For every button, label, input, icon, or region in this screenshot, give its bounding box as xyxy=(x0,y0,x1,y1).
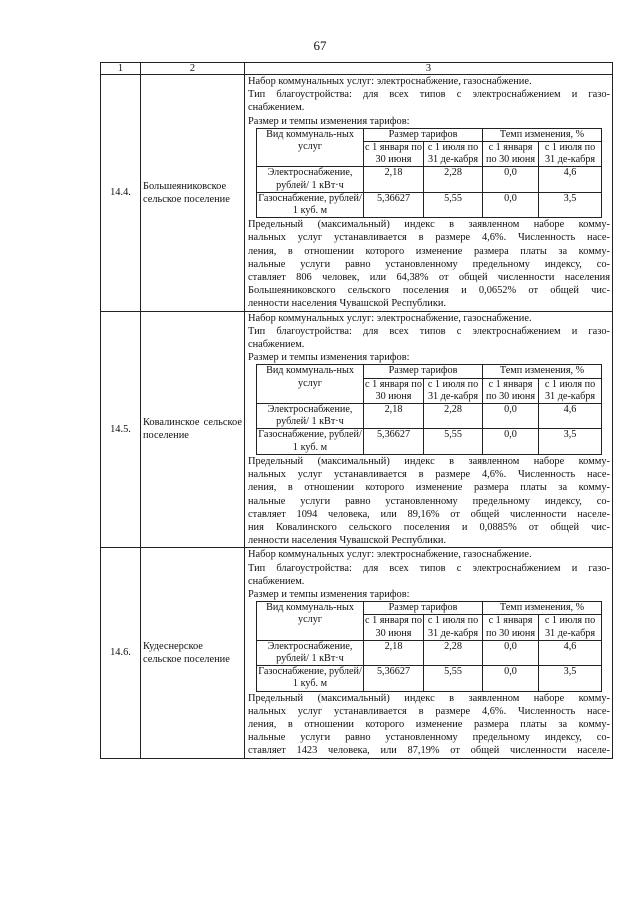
period-header: с 1 января по 30 июня xyxy=(365,615,422,639)
amenity-type-text: Тип благоустройства: для всех типов с электроснабжением и газо- xyxy=(248,325,610,337)
table-row xyxy=(101,75,613,312)
period-header: с 1 июля по 31 де-кабря xyxy=(424,142,483,167)
tariff-table xyxy=(256,128,602,218)
footer-text: нальные услуги равно установленному предельному индексу, со- xyxy=(248,732,610,744)
footer-text: Предельный (максимальный) индекс в заявленном наборе комму- xyxy=(248,219,610,231)
settlement-name: Ковалинское сельское поселение xyxy=(141,311,245,548)
column-number-1: 1 xyxy=(101,63,141,75)
footer-text: Предельный (максимальный) индекс в заявленном наборе комму- xyxy=(248,692,610,704)
tariff-size-header: Размер тарифов xyxy=(364,365,483,378)
footer-text: Большеяниковского сельского поселения и 0,0652% от общей чис- xyxy=(248,285,610,297)
settlement-name: Большеяниковское сельское поселение xyxy=(141,75,245,312)
tariff-heading: Размер и темпы изменения тарифов: xyxy=(248,588,410,600)
amenity-type-text-cont: снабжением. xyxy=(248,575,305,587)
column-number-row xyxy=(101,63,613,75)
tariff-heading: Размер и темпы изменения тарифов: xyxy=(248,115,410,127)
row-number: 14.6. xyxy=(101,548,141,758)
service-gas: Газоснабжение, рублей/ 1 куб. м xyxy=(258,429,362,453)
tariff-value: 2,18 xyxy=(364,640,424,665)
tariff-value: 5,36627 xyxy=(364,666,424,691)
rate-value: 4,6 xyxy=(539,167,602,192)
rate-value: 0,0 xyxy=(483,666,539,691)
main-table xyxy=(100,62,613,759)
footer-text: ления, в отношении которого изменение размера платы за комму- xyxy=(248,718,610,730)
service-type-header: Вид коммуналь-ных услуг xyxy=(257,128,364,167)
period-header: с 1 января по 30 июня xyxy=(365,378,422,402)
tariff-value: 2,28 xyxy=(424,640,483,665)
period-header: с 1 января по 30 июня xyxy=(483,615,539,640)
rate-value: 0,0 xyxy=(483,640,539,665)
footer-text: нальных услуг устанавливается в размере 4,6%. Численность насе- xyxy=(248,232,610,244)
tariff-value: 5,36627 xyxy=(364,192,424,217)
tariff-value: 2,28 xyxy=(424,167,483,192)
period-header: с 1 июля по 31 де-кабря xyxy=(539,142,602,167)
footer-text: ления, в отношении которого изменение размера платы за комму- xyxy=(248,482,610,494)
tariff-rate-header: Темп изменения, % xyxy=(483,128,602,141)
period-header: с 1 января по 30 июня xyxy=(483,378,539,403)
rate-value: 0,0 xyxy=(483,429,539,454)
tariff-rate-header: Темп изменения, % xyxy=(483,365,602,378)
amenity-type-text: Тип благоустройства: для всех типов с электроснабжением и газо- xyxy=(248,89,610,101)
rate-value: 3,5 xyxy=(539,429,602,454)
footer-text: ставляет 1094 человека, или 89,16% от общей численности населе- xyxy=(248,508,610,520)
footer-text: нальных услуг устанавливается в размере 4,6%. Численность насе- xyxy=(248,469,610,481)
footer-text: нальные услуги равно установленному предельному индексу, со- xyxy=(248,258,610,270)
period-header: с 1 июля по 31 де-кабря xyxy=(424,378,483,403)
row-content xyxy=(245,311,613,548)
footer-text: ления, в отношении которого изменение размера платы за комму- xyxy=(248,245,610,257)
rate-value: 3,5 xyxy=(539,666,602,691)
tariff-value: 2,18 xyxy=(364,167,424,192)
table-row xyxy=(101,548,613,758)
footer-text: ставляет 806 человек, или 64,38% от общей численности населения xyxy=(248,272,610,284)
footer-text: Предельный (максимальный) индекс в заявленном наборе комму- xyxy=(248,455,610,467)
rate-value: 0,0 xyxy=(483,404,539,429)
row-content xyxy=(245,75,613,312)
rate-value: 0,0 xyxy=(483,167,539,192)
amenity-type-text: Тип благоустройства: для всех типов с электроснабжением и газо- xyxy=(248,562,610,574)
period-header: с 1 июля по 31 де-кабря xyxy=(424,615,483,640)
amenity-type-text-cont: снабжением. xyxy=(248,102,305,114)
tariff-size-header: Размер тарифов xyxy=(364,602,483,615)
footer-text: ния Ковалинского сельского поселения и 0,0885% от общей чис- xyxy=(248,521,610,533)
tariff-value: 5,55 xyxy=(424,666,483,691)
column-number-3: 3 xyxy=(245,63,613,75)
service-type-header: Вид коммуналь-ных услуг xyxy=(257,602,364,641)
service-electricity: Электроснабжение, рублей/ 1 кВт·ч xyxy=(257,640,364,665)
rate-value: 4,6 xyxy=(539,404,602,429)
tariff-value: 2,18 xyxy=(364,404,424,429)
tariff-value: 5,36627 xyxy=(364,429,424,454)
tariff-rate-header: Темп изменения, % xyxy=(483,602,602,615)
tariff-value: 5,55 xyxy=(424,429,483,454)
service-gas: Газоснабжение, рублей/ 1 куб. м xyxy=(258,666,362,690)
column-number-2: 2 xyxy=(141,63,245,75)
page-number: 67 xyxy=(313,38,327,53)
period-header: с 1 июля по 31 де-кабря xyxy=(539,378,602,403)
row-content xyxy=(245,548,613,758)
tariff-table xyxy=(256,601,602,691)
settlement-name: Кудеснерское сельское поселение xyxy=(141,548,245,758)
row-number: 14.5. xyxy=(101,311,141,548)
rate-value: 0,0 xyxy=(483,192,539,217)
row-number: 14.4. xyxy=(101,75,141,312)
service-gas: Газоснабжение, рублей/ 1 куб. м xyxy=(258,192,362,217)
period-header: с 1 июля по 31 де-кабря xyxy=(539,615,602,640)
services-set-text: Набор коммунальных услуг: электроснабжение, газоснабжение. xyxy=(248,76,532,87)
rate-value: 4,6 xyxy=(539,640,602,665)
rate-value: 3,5 xyxy=(539,192,602,217)
service-electricity: Электроснабжение, рублей/ 1 кВт·ч xyxy=(257,167,364,192)
amenity-type-text-cont: снабжением. xyxy=(248,339,305,351)
period-header: с 1 января по 30 июня xyxy=(483,142,539,167)
services-set-text: Набор коммунальных услуг: электроснабжение, газоснабжение. xyxy=(248,549,532,561)
tariff-value: 5,55 xyxy=(424,192,483,217)
tariff-size-header: Размер тарифов xyxy=(364,128,483,141)
footer-text: ставляет 1423 человека, или 87,19% от общей численности населе- xyxy=(248,745,610,757)
tariff-heading: Размер и темпы изменения тарифов: xyxy=(248,352,410,364)
service-type-header: Вид коммуналь-ных услуг xyxy=(257,365,364,404)
footer-text: ленности населения Чувашской Республики. xyxy=(248,535,447,547)
service-electricity: Электроснабжение, рублей/ 1 кВт·ч xyxy=(257,404,364,429)
footer-text: нальные услуги равно установленному предельному индексу, со- xyxy=(248,495,610,507)
footer-text: ленности населения Чувашской Республики. xyxy=(248,298,447,310)
footer-text: нальных услуг устанавливается в размере 4,6%. Численность насе- xyxy=(248,705,610,717)
tariff-table xyxy=(256,364,602,454)
table-row xyxy=(101,311,613,548)
period-header: с 1 января по 30 июня xyxy=(365,142,422,166)
tariff-value: 2,28 xyxy=(424,404,483,429)
services-set-text: Набор коммунальных услуг: электроснабжение, газоснабжение. xyxy=(248,312,532,324)
